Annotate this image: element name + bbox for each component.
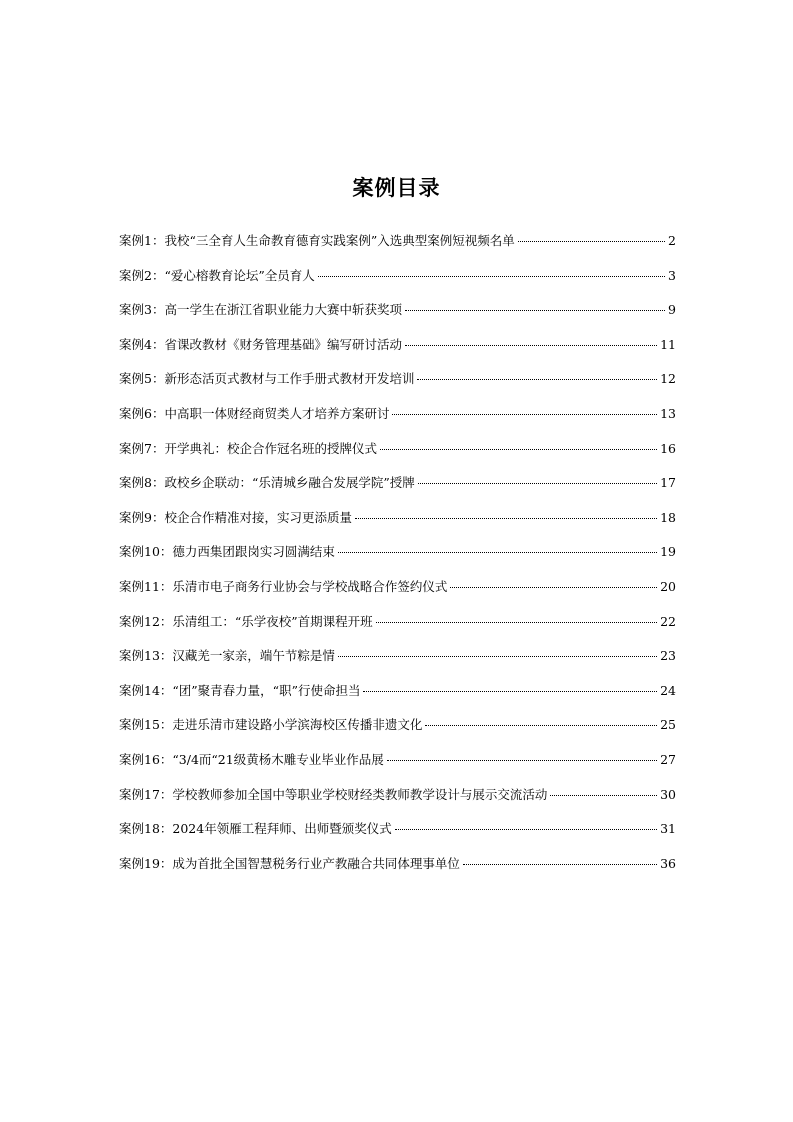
toc-dot-leader bbox=[395, 829, 657, 830]
toc-dot-leader bbox=[425, 725, 657, 726]
toc-entry-page-number: 12 bbox=[660, 371, 676, 387]
toc-entry-page-number: 19 bbox=[660, 544, 676, 560]
toc-dot-leader bbox=[417, 379, 657, 380]
toc-entry-page-number: 9 bbox=[668, 302, 676, 318]
toc-entry-page-number: 18 bbox=[660, 509, 676, 525]
toc-entry-label: 案例6：中高职一体财经商贸类人才培养方案研讨 bbox=[119, 405, 390, 421]
toc-entry-label: 案例1：我校“三全育人生命教育德育实践案例”入选典型案例短视频名单 bbox=[119, 233, 515, 248]
toc-entry-label: 案例3：高一学生在浙江省职业能力大赛中斩获奖项 bbox=[119, 302, 402, 318]
toc-entry[interactable] bbox=[119, 231, 676, 266]
toc-entry-page-number: 3 bbox=[668, 267, 676, 283]
toc-entry-label: 案例13：汉藏羌一家亲，端午节粽是情 bbox=[119, 648, 335, 664]
toc-entry-page-number: 30 bbox=[660, 786, 676, 802]
toc-dot-leader bbox=[405, 310, 665, 311]
toc-entry[interactable] bbox=[119, 854, 676, 889]
toc-entry-label: 案例18：2024年领雁工程拜师、出师暨颁奖仪式 bbox=[119, 821, 392, 837]
toc-dot-leader bbox=[338, 552, 657, 553]
toc-dot-leader bbox=[363, 691, 657, 692]
toc-entry-label: 案例4：省课改教材《财务管理基础》编写研讨活动 bbox=[119, 336, 402, 352]
toc-entry-label: 案例2：“爱心榕教育论坛”全员育人 bbox=[119, 267, 315, 283]
toc-entry-page-number: 16 bbox=[660, 440, 676, 456]
toc-entry-label: 案例7：开学典礼：校企合作冠名班的授牌仪式 bbox=[119, 440, 377, 456]
toc-entry-label: 案例11：乐清市电子商务行业协会与学校战略合作签约仪式 bbox=[119, 578, 448, 594]
toc-entry-label: 案例14：“团”聚青春力量，“职”行使命担当 bbox=[119, 682, 361, 698]
toc-dot-leader bbox=[392, 414, 657, 415]
toc-entry[interactable] bbox=[119, 612, 676, 647]
toc-entry-label: 案例8：政校乡企联动：“乐清城乡融合发展学院”授牌 bbox=[119, 475, 415, 491]
toc-entry-label: 案例10：德力西集团跟岗实习圆满结束 bbox=[119, 544, 335, 560]
toc-entry[interactable] bbox=[119, 646, 676, 681]
toc-dot-leader bbox=[376, 622, 657, 623]
toc-dot-leader bbox=[450, 587, 657, 588]
toc-entry-label: 案例9：校企合作精准对接，实习更添质量 bbox=[119, 509, 352, 525]
toc-entry[interactable] bbox=[119, 508, 676, 543]
toc-entry[interactable] bbox=[119, 542, 676, 577]
toc-entry-label: 案例5：新形态活页式教材与工作手册式教材开发培训 bbox=[119, 371, 415, 387]
toc-entry[interactable] bbox=[119, 715, 676, 750]
toc-dot-leader bbox=[463, 864, 657, 865]
toc-entry-label: 案例19：成为首批全国智慧税务行业产教融合共同体理事单位 bbox=[119, 855, 460, 871]
toc-entry-page-number: 2 bbox=[668, 233, 676, 248]
toc-entry[interactable] bbox=[119, 750, 676, 785]
toc-entry[interactable] bbox=[119, 681, 676, 716]
toc-dot-leader bbox=[387, 760, 657, 761]
toc-entry-label: 案例15：走进乐清市建设路小学滨海校区传播非遗文化 bbox=[119, 717, 423, 733]
toc-dot-leader bbox=[518, 241, 665, 242]
toc-entry[interactable] bbox=[119, 577, 676, 612]
table-of-contents bbox=[119, 231, 676, 888]
toc-entry-page-number: 17 bbox=[660, 475, 676, 491]
toc-entry-page-number: 31 bbox=[660, 821, 676, 837]
toc-entry[interactable] bbox=[119, 300, 676, 335]
toc-entry-page-number: 36 bbox=[660, 855, 676, 871]
toc-entry-page-number: 20 bbox=[660, 578, 676, 594]
toc-entry-page-number: 11 bbox=[660, 336, 676, 352]
toc-entry-page-number: 13 bbox=[660, 405, 676, 421]
toc-dot-leader bbox=[405, 345, 657, 346]
toc-dot-leader bbox=[318, 276, 665, 277]
toc-entry[interactable] bbox=[119, 369, 676, 404]
toc-entry-label: 案例17：学校教师参加全国中等职业学校财经类教师教学设计与展示交流活动 bbox=[119, 786, 548, 802]
page-title: 案例目录 bbox=[352, 176, 441, 200]
toc-entry[interactable] bbox=[119, 473, 676, 508]
toc-dot-leader bbox=[550, 795, 657, 796]
toc-entry[interactable] bbox=[119, 439, 676, 474]
toc-dot-leader bbox=[338, 656, 657, 657]
toc-entry[interactable] bbox=[119, 266, 676, 301]
toc-entry-label: 案例12：乐清组工：“乐学夜校”首期课程开班 bbox=[119, 613, 373, 629]
toc-entry-page-number: 24 bbox=[660, 682, 676, 698]
toc-entry[interactable] bbox=[119, 819, 676, 854]
toc-entry[interactable] bbox=[119, 785, 676, 820]
toc-entry-page-number: 23 bbox=[660, 648, 676, 664]
toc-entry-label: 案例16：“3/4而“21级黄杨木雕专业毕业作品展 bbox=[119, 751, 384, 767]
toc-entry[interactable] bbox=[119, 404, 676, 439]
toc-dot-leader bbox=[418, 483, 657, 484]
toc-entry-page-number: 27 bbox=[660, 751, 676, 767]
toc-entry[interactable] bbox=[119, 335, 676, 370]
toc-dot-leader bbox=[380, 449, 657, 450]
toc-entry-page-number: 25 bbox=[660, 717, 676, 733]
toc-dot-leader bbox=[355, 518, 657, 519]
toc-entry-page-number: 22 bbox=[660, 613, 676, 629]
